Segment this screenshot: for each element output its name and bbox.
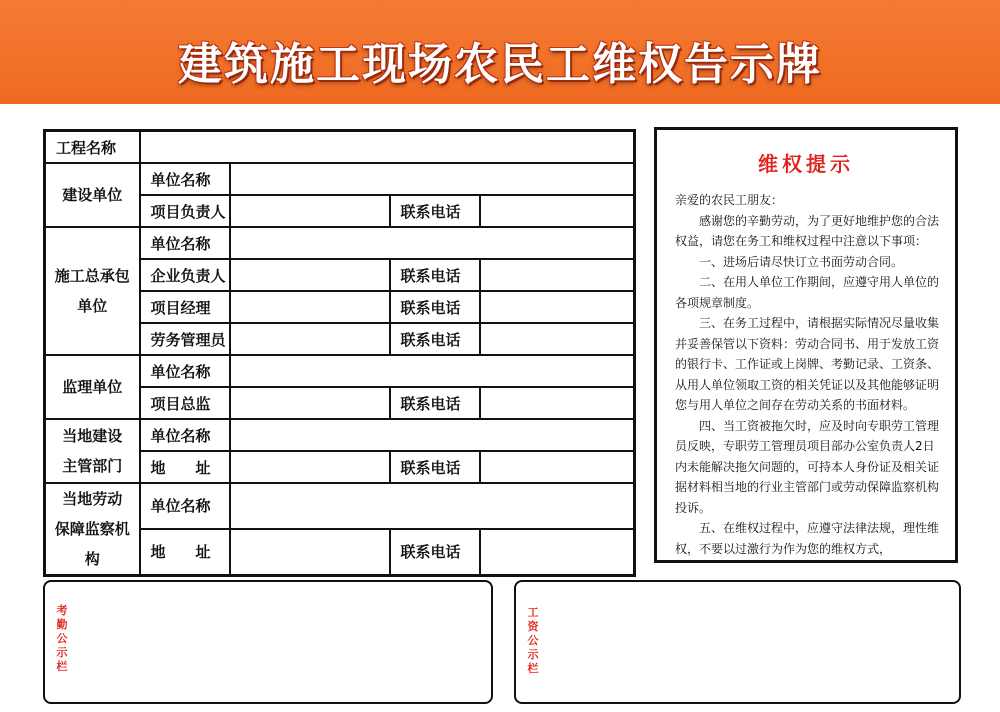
notice-greeting: 亲爱的农民工朋友：: [675, 193, 784, 207]
rights-notice-panel: [654, 127, 958, 563]
label-unit-name: 单位名称: [140, 227, 230, 259]
field-phone: [480, 323, 635, 355]
notice-item: 四、当工资被拖欠时，应及时向专职劳工管理员反映，专职劳工管理员项目部办公室负责人2日内未能解决拖欠问题的，可持本人身份证及相关证据材料相当地的行业主管部门或劳动保障监察机构投诉。: [675, 418, 940, 515]
label-phone: 联系电话: [390, 259, 480, 291]
notice-item: 三、在务工过程中，请根据实际情况尽量收集并妥善保管以下资料：劳动合同书、用于发放工资的银行卡、工作证或上岗牌、考勤记录、工资条、从用人单位领取工资的相关凭证以及其他能够证明您与用人单位之间存在劳动关系的书面材料。: [675, 316, 940, 412]
field-enterprise-leader: [230, 259, 390, 291]
table-row: [45, 227, 635, 259]
notice-item: 一、进场后请尽快订立书面劳动合同。: [699, 254, 904, 269]
group-local-labor: 当地劳动 保障监察机构: [45, 483, 140, 576]
table-row: [45, 483, 635, 529]
notice-intro: 感谢您的辛勤劳动，为了更好地维护您的合法权益，请您在务工和维权过程中注意以下事项：: [675, 213, 940, 248]
field-phone: [480, 387, 635, 419]
notice-title: 维权提示: [758, 152, 854, 176]
label-labor-manager: 劳务管理员: [140, 323, 230, 355]
field-chief-supervisor: [230, 387, 390, 419]
wage-board: [514, 580, 961, 704]
wage-board-label: 工资公示栏: [527, 606, 539, 675]
label-address: 地 址: [140, 451, 230, 483]
field-project-leader: [230, 195, 390, 227]
field-unit-name: [230, 163, 635, 195]
field-phone: [480, 291, 635, 323]
field-project-manager: [230, 291, 390, 323]
label-project-leader: 项目负责人: [140, 195, 230, 227]
label-enterprise-leader: 企业负责人: [140, 259, 230, 291]
label-project-manager: 项目经理: [140, 291, 230, 323]
field-phone: [480, 259, 635, 291]
field-labor-manager: [230, 323, 390, 355]
field-address: [230, 529, 390, 576]
page-title: 建筑施工现场农民工维权告示牌: [178, 39, 822, 90]
field-unit-name: [230, 227, 635, 259]
label-phone: 联系电话: [390, 529, 480, 576]
label-unit-name: 单位名称: [140, 483, 230, 529]
field-phone: [480, 195, 635, 227]
table-row: [45, 355, 635, 387]
table-row: [45, 163, 635, 195]
group-contractor: 施工总承包单位: [45, 227, 140, 355]
group-construction: 建设单位: [45, 163, 140, 227]
label-chief-supervisor: 项目总监: [140, 387, 230, 419]
label-phone: 联系电话: [390, 387, 480, 419]
table-row: [45, 131, 635, 164]
notice-body: [675, 190, 941, 559]
field-unit-name: [230, 355, 635, 387]
label-phone: 联系电话: [390, 451, 480, 483]
table-row: [45, 419, 635, 451]
label-unit-name: 单位名称: [140, 419, 230, 451]
project-info-table: [43, 129, 636, 577]
label-phone: 联系电话: [390, 323, 480, 355]
attendance-board: [43, 580, 493, 704]
group-supervision: 监理单位: [45, 355, 140, 419]
notice-item: 二、在用人单位工作期间，应遵守用人单位的各项规章制度。: [675, 275, 940, 310]
label-phone: 联系电话: [390, 195, 480, 227]
label-unit-name: 单位名称: [140, 163, 230, 195]
notice-item: 五、在维权过程中，应遵守法律法规，理性维权，不要以过激行为作为您的维权方式，: [675, 521, 940, 556]
attendance-board-label: 考勤公示栏: [56, 604, 68, 673]
label-address: 地 址: [140, 529, 230, 576]
label-project-name: 工程名称: [45, 131, 140, 164]
field-project-name: [140, 131, 635, 164]
group-local-construction: 当地建设 主管部门: [45, 419, 140, 483]
field-unit-name: [230, 483, 635, 529]
field-unit-name: [230, 419, 635, 451]
field-address: [230, 451, 390, 483]
field-phone: [480, 529, 635, 576]
label-unit-name: 单位名称: [140, 355, 230, 387]
label-phone: 联系电话: [390, 291, 480, 323]
field-phone: [480, 451, 635, 483]
